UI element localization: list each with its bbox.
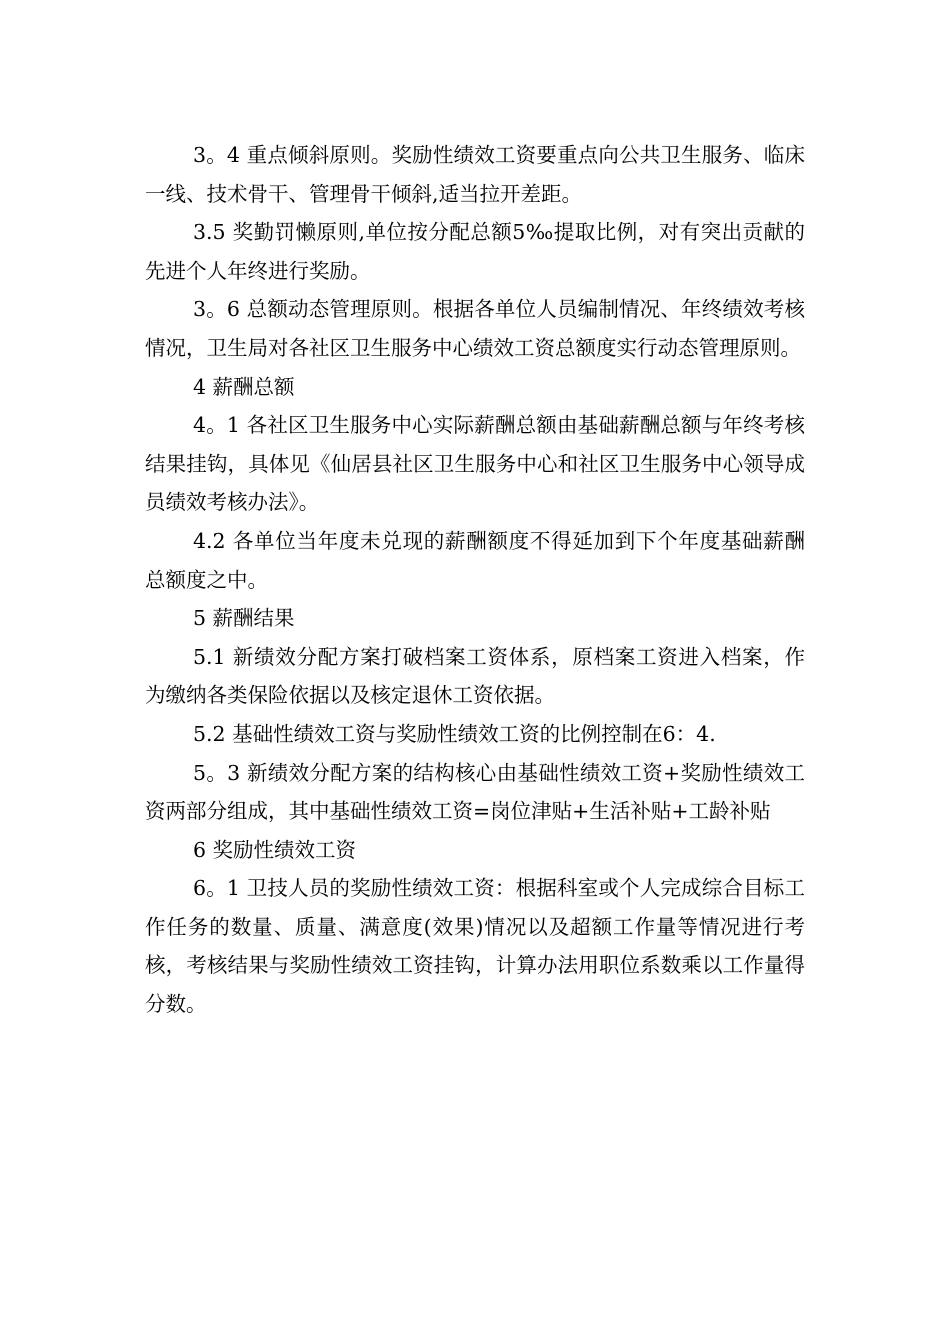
document-body <box>145 136 805 1024</box>
paragraph-5-2: 5.2 基础性绩效工资与奖励性绩效工资的比例控制在6：4. <box>193 721 716 746</box>
section-heading-5: 5 薪酬结果 <box>193 606 295 631</box>
section-heading-4: 4 薪酬总额 <box>193 374 295 399</box>
paragraph-3-6: 3。6 总额动态管理原则。根据各单位人员编制情况、年终绩效考核情况，卫生局对各社区卫生服务中心绩效工资总额度实行动态管理原则。 <box>145 297 805 360</box>
paragraph-3-4: 3。4 重点倾斜原则。奖励性绩效工资要重点向公共卫生服务、临床一线、技术骨干、管理骨干倾斜,适当拉开差距。 <box>145 143 805 206</box>
paragraph-6-1: 6。1 卫技人员的奖励性绩效工资：根据科室或个人完成综合目标工作任务的数量、质量、满意度(效果)情况以及超额工作量等情况进行考核，考核结果与奖励性绩效工资挂钩，计算办法用职位系数乘以工作量得分数。 <box>145 876 805 1017</box>
paragraph-5-3: 5。3 新绩效分配方案的结构核心由基础性绩效工资+奖励性绩效工资两部分组成，其中基础性绩效工资=岗位津贴+生活补贴+工龄补贴 <box>145 760 805 824</box>
section-heading-6: 6 奖励性绩效工资 <box>193 837 357 862</box>
paragraph-3-5: 3.5 奖勤罚懒原则,单位按分配总额5‰提取比例，对有突出贡献的先进个人年终进行奖励。 <box>145 220 805 283</box>
paragraph-5-1: 5.1 新绩效分配方案打破档案工资体系，原档案工资进入档案，作为缴纳各类保险依据以及核定退休工资依据。 <box>145 644 805 708</box>
paragraph-4-2: 4.2 各单位当年度未兑现的薪酬额度不得延加到下个年度基础薪酬总额度之中。 <box>145 528 805 592</box>
paragraph-4-1: 4。1 各社区卫生服务中心实际薪酬总额由基础薪酬总额与年终考核结果挂钩，具体见《仙居县社区卫生服务中心和社区卫生服务中心领导成员绩效考核办法》。 <box>145 413 805 515</box>
